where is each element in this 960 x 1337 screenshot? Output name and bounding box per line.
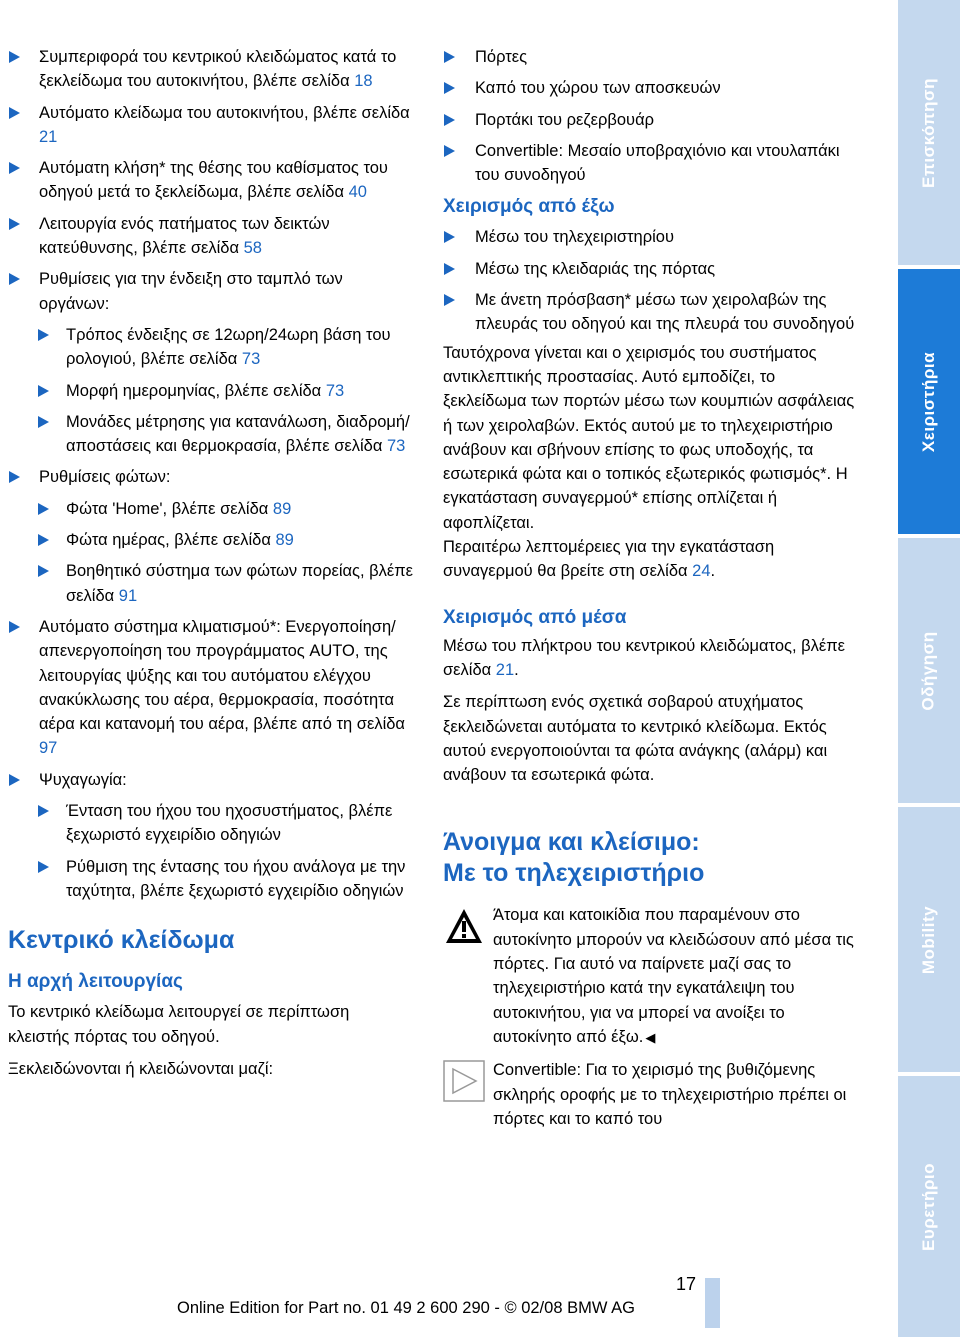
warning-block <box>443 903 863 1050</box>
list-item <box>8 768 413 792</box>
tab-label: Χειριστήρια <box>919 351 939 452</box>
principle-heading: Η αρχή λειτουργίας <box>8 971 183 993</box>
bullet-triangle-icon <box>38 416 49 428</box>
bullet-triangle-icon <box>38 565 49 577</box>
page-link[interactable]: 18 <box>354 72 373 91</box>
page-marker-bar <box>705 1278 720 1328</box>
warning-text <box>443 903 863 1050</box>
tab-label: Επισκόπηση <box>919 77 939 188</box>
list-item-text: Ψυχαγωγία: <box>39 770 127 789</box>
list-item-text: Μορφή ημερομηνίας, βλέπε σελίδα <box>66 381 326 400</box>
list-item <box>8 799 413 848</box>
page-link[interactable]: 24 <box>692 562 711 581</box>
tab-mobility[interactable] <box>898 807 960 1072</box>
principle-paragraph: Το κεντρικό κλείδωμα λειτουργεί σε περίπτωση κλειστής πόρτας του οδηγού. <box>8 1003 350 1046</box>
page-link[interactable]: 40 <box>348 183 367 202</box>
outside-operation-heading: Χειρισμός από έξω <box>443 196 615 218</box>
list-item-text: Μέσω της κλειδαριάς της πόρτας <box>475 259 716 278</box>
list-item <box>443 139 863 188</box>
list-item <box>8 267 413 316</box>
list-item <box>443 257 863 281</box>
bullet-triangle-icon <box>444 231 455 243</box>
bullet-triangle-icon <box>9 162 20 174</box>
list-item-text: Καπό του χώρου των αποσκευών <box>475 79 721 98</box>
bullet-triangle-icon <box>38 861 49 873</box>
bullet-triangle-icon <box>9 621 20 633</box>
page-link[interactable]: 58 <box>243 239 262 258</box>
end-mark-icon: ◀ <box>645 1029 656 1045</box>
list-item <box>8 855 413 904</box>
remote-heading-line-1: Άνοιγμα και κλείσιμο: <box>443 828 700 857</box>
bullet-triangle-icon <box>38 503 49 515</box>
list-item <box>8 528 413 552</box>
list-item <box>8 212 413 261</box>
outside-paragraph: Ταυτόχρονα γίνεται και ο χειρισμός του συστήματος αντικλεπτικής προστασίας. Αυτό εμποδίζει, το ξεκλείδωμα των πορτών μέσω των κουμπιών ασφάλειας ή των χειρολαβών. Εκτός αυτού με το τηλεχειριστήριο ανάβουν και σβήνουν επίσης το φως υποδοχής, τα εσωτερικά φώτα και ο τοπικός εξωτερικός φωτισμός*. Η εγκατάσταση συναγερμού* επίσης οπλίζεται ή αφοπλίζεται. <box>443 343 855 532</box>
bullet-triangle-icon <box>9 107 20 119</box>
list-item-text: Ένταση του ήχου του ηχοσυστήματος, βλέπε ξεχωριστό εγχειρίδιο οδηγιών <box>66 802 393 845</box>
tab-index[interactable] <box>898 1076 960 1337</box>
list-item <box>8 559 413 608</box>
list-item-text: Βοηθητικό σύστημα των φώτων πορείας, βλέπε σελίδα <box>66 562 413 605</box>
list-item-text: Αυτόματο σύστημα κλιματισμού*: Ενεργοποίηση/απενεργοποίηση του προγράμματος AUTO, της λειτουργίας ψύξης και του αυτόματου ελέγχου ανακύκλωσης του αέρα, θερμοκρασία, ποσότητα αέρα και κατανομή του αέρα, βλέπε από τη σελίδα <box>39 617 405 734</box>
list-item <box>8 45 413 94</box>
bullet-triangle-icon <box>9 273 20 285</box>
bullet-triangle-icon <box>38 534 49 546</box>
page-link[interactable]: 21 <box>39 127 58 146</box>
tab-controls[interactable] <box>898 269 960 534</box>
bullet-triangle-icon <box>9 218 20 230</box>
list-item-text: Αυτόματο κλείδωμα του αυτοκινήτου, βλέπε σελίδα <box>39 103 410 122</box>
footer-edition: Online Edition for Part no. 01 49 2 600 290 - © 02/08 BMW AG <box>177 1299 635 1317</box>
bullet-triangle-icon <box>38 385 49 397</box>
list-item <box>8 156 413 205</box>
outside-paragraph-2: Περαιτέρω λεπτομέρειες για την εγκατάσταση συναγερμού θα βρείτε στη σελίδα 24. <box>443 538 775 581</box>
list-item <box>443 45 863 69</box>
page-link[interactable]: 89 <box>275 531 294 550</box>
list-item <box>8 497 413 521</box>
left-column <box>8 45 413 1081</box>
inside-paragraph-2: Σε περίπτωση ενός σχετικά σοβαρού ατυχήματος ξεκλειδώνεται αυτόματα το κεντρικό κλείδωμα. Εκτός αυτού ενεργοποιούνται τα φώτα ανάγκης (αλάρμ) και ανάβουν τα εσωτερικά φώτα. <box>443 693 828 785</box>
principle-paragraph-2: Ξεκλειδώνονται ή κλειδώνονται μαζί: <box>8 1059 274 1078</box>
list-item-text: Ρύθμιση της έντασης του ήχου ανάλογα με την ταχύτητα, βλέπε ξεχωριστό εγχειρίδιο οδηγιών <box>66 857 406 900</box>
list-item-text: Πόρτες <box>475 48 528 66</box>
right-column <box>443 45 863 1131</box>
list-item-text: Ρυθμίσεις φώτων: <box>39 468 171 487</box>
page-link[interactable]: 97 <box>39 739 58 758</box>
inside-operation-heading: Χειρισμός από μέσα <box>443 606 627 628</box>
list-item <box>443 225 863 249</box>
bullet-triangle-icon <box>444 51 455 63</box>
section-sidebar <box>898 0 960 1337</box>
note-arrow-icon <box>443 1060 485 1107</box>
bullet-triangle-icon <box>444 145 455 157</box>
inside-paragraph-text: Μέσω του πλήκτρου του κεντρικού κλειδώματος, βλέπε σελίδα <box>443 636 845 679</box>
list-item-text: Ρυθμίσεις για την ένδειξη στο ταμπλό των οργάνων: <box>39 270 343 313</box>
list-item-text: Με άνετη πρόσβαση* μέσω των χειρολαβών της πλευράς του οδηγού και της πλευρά του συνοδηγού <box>475 291 855 334</box>
bullet-triangle-icon <box>9 774 20 786</box>
warning-triangle-icon <box>443 905 485 947</box>
central-lock-heading: Κεντρικό κλείδωμα <box>8 926 235 955</box>
list-item-text: Λειτουργία ενός πατήματος των δεικτών κατεύθυνσης, βλέπε σελίδα <box>39 214 330 258</box>
remote-heading-line-2: Με το τηλεχειριστήριο <box>443 859 705 888</box>
list-item-text: Αυτόματη κλήση* της θέσης του καθίσματος του οδηγού μετά το ξεκλείδωμα, βλέπε σελίδα <box>39 159 388 202</box>
list-item-text: Φώτα 'Home', βλέπε σελίδα <box>66 499 273 518</box>
list-item-text: Convertible: Μεσαίο υποβραχιόνιο και ντουλαπάκι του συνοδηγού <box>475 141 840 185</box>
list-item <box>8 379 413 403</box>
bullet-triangle-icon <box>9 471 20 483</box>
warning-text-content: Άτομα και κατοικίδια που παραμένουν στο αυτοκίνητο μπορούν να κλειδώσουν από μέσα τις πόρτες. Για αυτό να παίρνετε μαζί σας το τηλεχειριστήριο κατά την εγκατάλειψη του αυτοκινήτου, για να μπορεί να ανοίξει το αυτοκίνητο από έξω. <box>493 906 854 1046</box>
note-text: Convertible: Για το χειρισμό της βυθιζόμενης σκληρής οροφής με το τηλεχειριστήριο πρέπει οι πόρτες και το καπό του <box>493 1061 847 1128</box>
page-link[interactable]: 73 <box>386 437 406 456</box>
bullet-triangle-icon <box>444 294 455 306</box>
list-item-text: Μονάδες μέτρησης για κατανάλωση, διαδρομή/αποστάσεις και θερμοκρασία, βλέπε σελίδα <box>66 412 410 456</box>
list-item <box>8 615 413 761</box>
outside-paragraph-2-text: Περαιτέρω λεπτομέρειες για την εγκατάσταση συναγερμού θα βρείτε στη σελίδα <box>443 538 775 581</box>
tab-overview[interactable] <box>898 0 960 265</box>
bullet-triangle-icon <box>38 805 49 817</box>
list-item <box>8 465 413 489</box>
bullet-triangle-icon <box>38 329 49 341</box>
remote-control-heading <box>443 827 863 889</box>
list-item <box>443 288 863 337</box>
bullet-triangle-icon <box>444 263 455 275</box>
list-item <box>443 108 863 132</box>
tab-label: Ευρετήριο <box>919 1162 939 1251</box>
list-item-text: Συμπεριφορά του κεντρικού κλειδώματος κατά το ξεκλείδωμα του αυτοκινήτου, βλέπε σελίδα <box>39 48 397 91</box>
bullet-triangle-icon <box>9 51 20 63</box>
tab-label: Mobility <box>919 905 938 974</box>
page-link[interactable]: 73 <box>241 350 261 369</box>
list-item <box>8 101 413 150</box>
list-item-text: Φώτα ημέρας, βλέπε σελίδα <box>66 531 276 550</box>
list-item <box>8 410 413 459</box>
list-item <box>443 76 863 100</box>
inside-paragraph: Μέσω του πλήκτρου του κεντρικού κλειδώματος, βλέπε σελίδα 21. <box>443 636 845 679</box>
note-block <box>443 1058 863 1131</box>
page-link[interactable]: 89 <box>272 499 292 518</box>
page-link[interactable]: 73 <box>325 381 345 400</box>
list-item <box>8 323 413 372</box>
bullet-triangle-icon <box>444 82 455 94</box>
tab-driving[interactable] <box>898 538 960 803</box>
bullet-triangle-icon <box>444 114 455 126</box>
warning-text-body <box>443 903 863 1050</box>
page-link[interactable]: 91 <box>118 586 138 605</box>
page-number: 17 <box>676 1274 697 1294</box>
list-item-text: Πορτάκι του ρεζερβουάρ <box>475 110 655 129</box>
list-item-text: Μέσω του τηλεχειριστηρίου <box>475 228 674 247</box>
page-link[interactable]: 21 <box>495 660 515 679</box>
tab-label: Οδήγηση <box>919 630 938 711</box>
list-item-text: Τρόπος ένδειξης σε 12ωρη/24ωρη βάση του ρολογιού, βλέπε σελίδα <box>66 325 391 369</box>
